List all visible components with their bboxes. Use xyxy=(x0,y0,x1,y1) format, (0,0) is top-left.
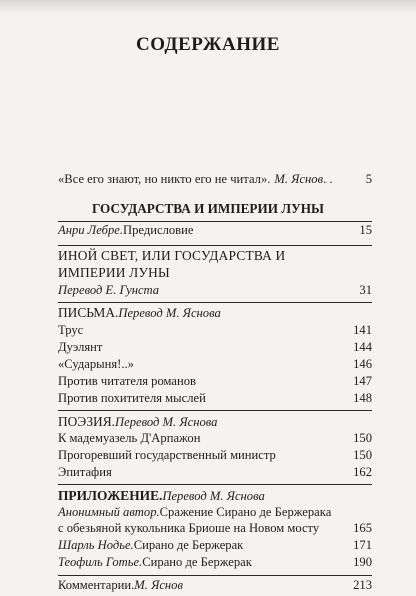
toc-entry-title: Эпитафия xyxy=(58,465,112,479)
section-divider xyxy=(58,575,372,576)
section-heading-text: ПОЭЗИЯ. xyxy=(58,414,116,429)
toc-entry[interactable] xyxy=(58,374,372,389)
section-heading-text: ПИСЬМА. xyxy=(58,305,119,320)
section-divider xyxy=(58,302,372,303)
toc-entry-dots: . . xyxy=(323,172,333,186)
toc-entry[interactable] xyxy=(58,538,372,553)
toc-entry-page: 150 xyxy=(353,431,372,445)
toc-entry-page: 144 xyxy=(353,340,372,354)
toc-entry-title: Сирано де Бержерак xyxy=(142,555,252,569)
toc-entry-continued[interactable] xyxy=(58,521,372,536)
toc-entry[interactable] xyxy=(58,323,372,338)
toc-entry[interactable] xyxy=(58,465,372,480)
section-heading-states-moon: ГОСУДАРСТВА И ИМПЕРИИ ЛУНЫ xyxy=(92,201,324,216)
toc-entry-page: 150 xyxy=(353,448,372,462)
toc-entry-title: Прогоревший государственный министр xyxy=(58,448,276,462)
section-translator: Перевод М. Яснова xyxy=(118,306,221,320)
toc-entry[interactable] xyxy=(58,448,372,463)
toc-entry-translator: Перевод Е. Гунста xyxy=(58,283,160,297)
toc-entry-other-world[interactable] xyxy=(58,283,372,298)
toc-entry-author: М. Яснов xyxy=(274,172,324,186)
toc-entry[interactable] xyxy=(58,555,372,570)
toc-entry-title: Сражение Сирано де Бержерака xyxy=(159,505,332,519)
toc-entry-page: 190 xyxy=(353,555,372,569)
section-heading-other-world-line1: ИНОЙ СВЕТ, ИЛИ ГОСУДАРСТВА И xyxy=(58,248,286,263)
toc-entry[interactable] xyxy=(58,505,372,520)
toc-entry-title: Сирано де Бержерак xyxy=(133,538,244,552)
toc-entry-title: «Все его знают, но никто его не читал». xyxy=(58,172,271,186)
section-translator: Перевод М. Яснова xyxy=(115,415,218,429)
toc-entry[interactable] xyxy=(58,391,372,406)
toc-entry-author: Шарль Нодье. xyxy=(58,538,134,552)
section-divider xyxy=(58,221,372,222)
toc-entry-title: Против читателя романов xyxy=(58,374,196,388)
toc-entry-author: Анри Лебре. xyxy=(58,223,124,237)
section-heading-other-world-line2: ИМПЕРИИ ЛУНЫ xyxy=(58,265,170,280)
toc-entry-title: Предисловие xyxy=(123,223,194,237)
toc-entry-author: Теофиль Готье. xyxy=(58,555,143,569)
page-title: СОДЕРЖАНИЕ xyxy=(136,34,280,55)
toc-entry-page: 171 xyxy=(353,538,372,552)
toc-entry-page: 141 xyxy=(353,323,372,337)
section-divider xyxy=(58,484,372,485)
toc-entry-page: 31 xyxy=(359,283,372,297)
toc-entry-title: с обезьяной кукольника Бриоше на Новом мосту xyxy=(58,521,320,535)
toc-entry-page: 213 xyxy=(353,578,372,592)
toc-entry-page: 15 xyxy=(359,223,372,237)
toc-entry-page: 146 xyxy=(353,357,372,371)
toc-entry-page: 148 xyxy=(353,391,372,405)
toc-entry-page: 147 xyxy=(353,374,372,388)
toc-entry-comments[interactable] xyxy=(58,578,372,593)
section-heading-letters xyxy=(58,305,372,321)
toc-entry-title: Против похитителя мыслей xyxy=(58,391,206,405)
toc-entry-title: Комментарии. xyxy=(58,578,135,592)
section-heading-poetry xyxy=(58,414,372,430)
section-divider xyxy=(58,245,372,246)
toc-entry-page: 162 xyxy=(353,465,372,479)
toc-entry-title: К мадемуазель Д'Арпажон xyxy=(58,431,201,445)
toc-entry-page: 165 xyxy=(353,521,372,535)
toc-entry-author: Анонимный автор. xyxy=(58,505,160,519)
section-divider xyxy=(58,410,372,411)
page-top-edge xyxy=(0,0,416,14)
toc-entry[interactable] xyxy=(58,431,372,446)
section-heading-appendix xyxy=(58,488,372,504)
toc-entry[interactable] xyxy=(58,357,372,372)
toc-entry-title: Дуэлянт xyxy=(58,340,103,354)
section-translator: Перевод М. Яснова xyxy=(162,489,265,503)
toc-entry-title: «Сударыня!..» xyxy=(58,357,134,371)
toc-entry-title: Трус xyxy=(58,323,84,337)
section-heading-text: ПРИЛОЖЕНИЕ. xyxy=(58,488,163,503)
toc-entry-author: М. Яснов xyxy=(134,578,183,592)
toc-entry-preface[interactable] xyxy=(58,223,372,238)
toc-entry[interactable] xyxy=(58,340,372,355)
toc-entry-intro[interactable] xyxy=(58,172,372,187)
toc-entry-page: 5 xyxy=(365,172,372,186)
